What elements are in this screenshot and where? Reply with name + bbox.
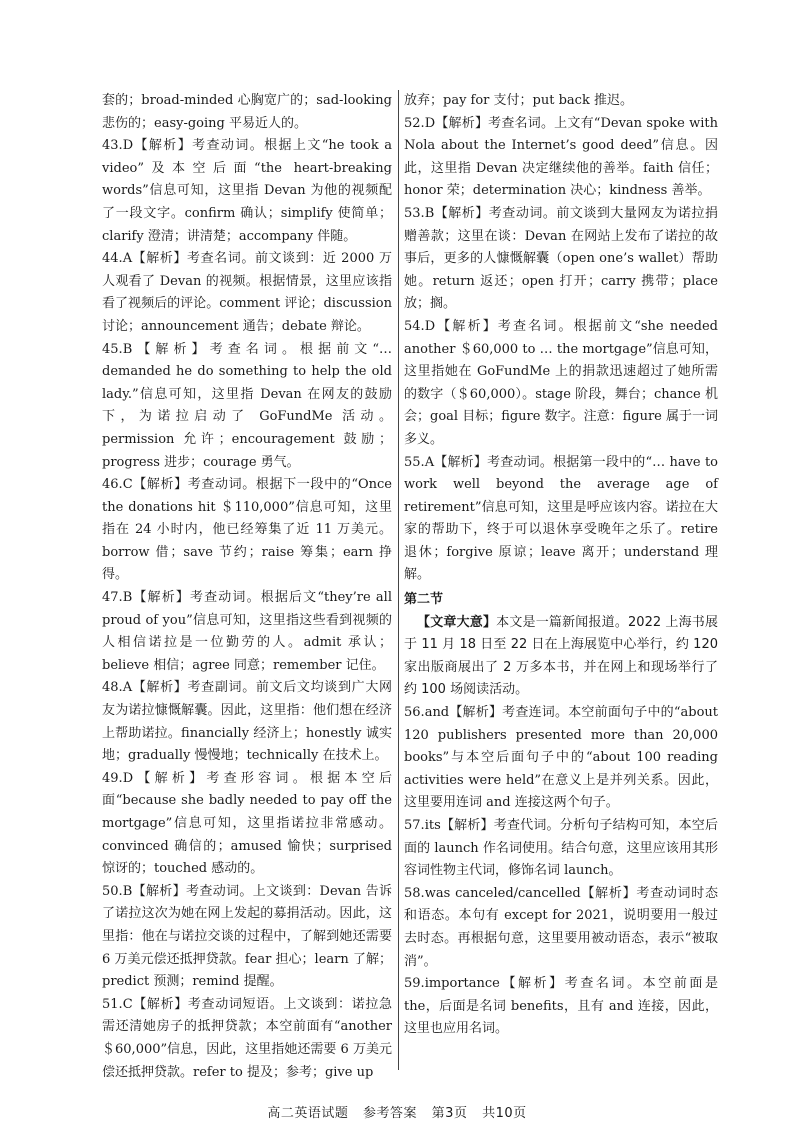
answer-text: A【解析】考查副词。前文后文均谈到广大网友为诺拉慷慨解囊。因此，这里指：他们想在经济上帮助诺拉。financially 经济上；honestly 诚实地；gradually 慢慢地；technically 在技术上。	[102, 680, 392, 764]
question-number: 49.	[102, 770, 123, 786]
answer-text: B【解析】考查名词。根据前文“… demanded he do something to help the old lady.”信息可知，这里指 Devan 在网友的鼓励下，为诺拉启动了 GoFundMe 活动。permission 允许；encouragement 鼓励；progress 进步；courage 勇气。	[102, 341, 392, 470]
section-title: 第二节	[404, 592, 444, 608]
answer-item	[404, 203, 718, 316]
question-number: 58.	[404, 885, 425, 901]
question-number: 54.	[404, 318, 425, 334]
answer-item	[404, 973, 718, 1041]
article-summary	[404, 612, 718, 702]
answer-item	[404, 702, 718, 815]
answer-item	[404, 113, 718, 203]
answer-item	[102, 90, 392, 135]
left-column	[102, 90, 392, 1084]
question-number: 47.	[102, 590, 123, 606]
answer-text: D【解析】考查名词。根据前文“she needed another ＄60,000 to … the mortgage”信息可知，这里指她在 GoFundMe 上的捐款迅速超过了她所需的数字（＄60,000）。stage 阶段，舞台；chance 机会；goal 目标；figure 数字。注意：figure 属于一词多义。	[404, 318, 718, 447]
summary-text: 本文是一篇新闻报道。2022 上海书展于 11 月 18 日至 22 日在上海展览中心举行，约 120 家出版商展出了 2 万多本书，并在网上和现场举行了约 100 场阅读活动。	[404, 614, 718, 698]
answer-item	[404, 316, 718, 452]
answer-item	[102, 339, 392, 475]
question-number: 43.	[102, 138, 123, 154]
page-footer	[0, 1103, 794, 1126]
question-number: 51.	[102, 996, 123, 1012]
answer-text: D【解析】考查名词。上文有“Devan spoke with Nola about the Internet’s good deed”信息。因此，这里指 Devan 决定继续他的善举。faith 信任；honor 荣；determination 决心；kindness 善举。	[404, 115, 718, 199]
footer-kind: 参考答案	[363, 1106, 418, 1121]
answer-item	[102, 881, 392, 994]
question-number: 45.	[102, 341, 123, 357]
footer-subject: 高二英语试题	[267, 1106, 349, 1121]
answer-text: B【解析】考查动词。上文谈到：Devan 告诉了诺拉这次为她在网上发起的募捐活动。因此，这里指：他在与诺拉交谈的过程中，了解到她还需要 6 万美元偿还抵押贷款。fear 担心；learn 了解；predict 预测；remind 提醒。	[102, 883, 392, 990]
answer-item	[404, 90, 718, 113]
footer-total: 共10页	[482, 1106, 527, 1121]
footer-page: 第3页	[431, 1106, 468, 1121]
right-column-items-after	[404, 702, 718, 1041]
right-column-items	[404, 90, 718, 587]
question-number: 44.	[102, 251, 123, 267]
answer-item	[404, 815, 718, 883]
question-number: 52.	[404, 115, 425, 131]
answer-text: 套的；broad-minded 心胸宽广的；sad-looking 悲伤的；easy-going 平易近人的。	[102, 93, 392, 131]
answer-text: A【解析】考查动词。根据第一段中的“… have to work well beyond the average age of retirement”信息可知，这里是呼应该内容。诺拉在大家的帮助下，终于可以退休享受晚年之乐了。retire 退休；forgive 原谅；leave 离开；understand 理解。	[404, 454, 718, 583]
question-number: 50.	[102, 883, 123, 899]
answer-item	[102, 768, 392, 881]
column-divider	[398, 90, 399, 1070]
answer-text: D【解析】考查形容词。根据本空后面“because she badly needed to pay off the mortgage”信息可知，这里指诺拉非常感动。convinced 确信的；amused 愉快；surprised 惊讶的；touched 感动的。	[102, 770, 392, 877]
question-number: 55.	[404, 454, 425, 470]
answer-text: and【解析】考查连词。本空前面句子中的“about 120 publishers presented more than 20,000 books”与本空后面句子中的“about 100 reading activities were held”在意义上是并列关系。因此，这里要用连词 and 连接这两个句子。	[404, 705, 718, 811]
answer-text: A【解析】考查名词。前文谈到：近 2000 万人观看了 Devan 的视频。根据情景，这里应该指看了视频后的评论。comment 评论；discussion 讨论；announcement 通告；debate 辩论。	[102, 251, 392, 334]
answer-item	[102, 587, 392, 677]
answer-item	[102, 474, 392, 587]
answer-text: C【解析】考查动词短语。上文谈到：诺拉急需还清她房子的抵押贷款；本空前面有“another ＄60,000”信息，因此，这里指她还需要 6 万美元偿还抵押贷款。refer to 提及；参考；give up	[102, 996, 392, 1080]
answer-text: its【解析】考查代词。分析句子结构可知，本空后面的 launch 作名词使用。结合句意，这里应该用其形容词性物主代词，修饰名词 launch。	[404, 818, 718, 879]
question-number: 46.	[102, 477, 123, 493]
answer-text: 放弃；pay for 支付；put back 推迟。	[404, 93, 633, 108]
question-number: 59.	[404, 976, 425, 992]
answer-text: was canceled/cancelled【解析】考查动词时态和语态。本句有 except for 2021，说明要用一般过去时态。再根据句意，这里要用被动语态，表示“被取消”。	[404, 885, 718, 969]
answer-text: D【解析】考查动词。根据上文“he took a video”及本空后面“the heart-breaking words”信息可知，这里指 Devan 为他的视频配了一段文字。confirm 确认；simplify 使简单；clarify 澄清；讲清楚；accompany 伴随。	[102, 138, 392, 244]
summary-tag: 【文章大意】	[417, 614, 497, 630]
answer-text: B【解析】考查动词。根据后文“they’re all proud of you”信息可知，这里指这些看到视频的人相信诺拉是一位勤劳的人。admit 承认；believe 相信；agree 同意；remember 记住。	[102, 590, 392, 673]
question-number: 53.	[404, 205, 425, 221]
question-number: 56.	[404, 705, 425, 721]
right-column	[404, 90, 718, 1041]
answer-item	[102, 135, 392, 248]
answer-item	[404, 883, 718, 973]
question-number: 48.	[102, 680, 123, 696]
question-number: 57.	[404, 818, 425, 833]
answer-text: B【解析】考查动词。前文谈到大量网友为诺拉捐赠善款；这里在谈：Devan 在网站上发布了诺拉的故事后，更多的人慷慨解囊（open one’s wallet）帮助她。return 返还；open 打开；carry 携带；place 放；搁。	[404, 205, 718, 312]
answer-item	[102, 994, 392, 1084]
answer-item	[102, 677, 392, 767]
answer-text: C【解析】考查动词。根据下一段中的“Once the donations hit ＄110,000”信息可知，这里指在 24 小时内，他已经筹集了近 11 万美元。borrow 借；save 节约；raise 筹集；earn 挣得。	[102, 477, 392, 583]
answer-text: importance【解析】考查名词。本空前面是 the，后面是名词 benefits，且有 and 连接，因此，这里也应用名词。	[404, 976, 718, 1037]
answer-item	[404, 452, 718, 588]
answer-item	[102, 248, 392, 338]
